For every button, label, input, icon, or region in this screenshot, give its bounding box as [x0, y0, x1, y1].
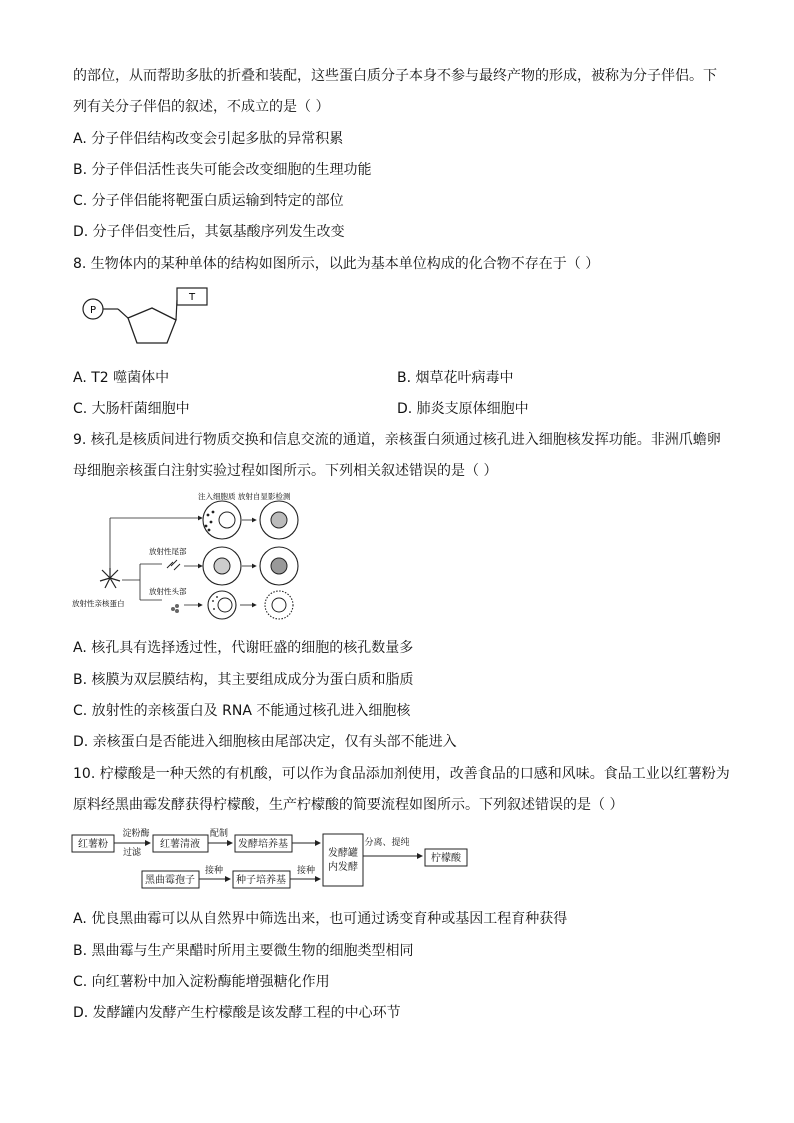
q7-option-a: A. 分子伴侣结构改变会引起多肽的异常积累	[73, 131, 344, 147]
q9-top-label: 注入细胞质 放射自显影检测	[198, 492, 291, 501]
q8-option-c: C. 大肠杆菌细胞中	[73, 401, 190, 417]
q7-option-c: C. 分子伴侣能将靶蛋白质运输到特定的部位	[73, 193, 344, 209]
q8-option-d: D. 肺炎支原体细胞中	[397, 401, 529, 417]
q9-tail-label: 放射性尾部	[149, 547, 187, 556]
q8-stem: 8. 生物体内的某种单体的结构如图所示，以此为基本单位构成的化合物不存在于（ ）	[73, 256, 600, 272]
q9-option-d: D. 亲核蛋白是否能进入细胞核由尾部决定，仅有头部不能进入	[73, 734, 457, 750]
q10-option-d: D. 发酵罐内发酵产生柠檬酸是该发酵工程的中心环节	[73, 1005, 401, 1021]
q9-option-c: C. 放射性的亲核蛋白及 RNA 不能通过核孔进入细胞核	[73, 703, 411, 719]
pentose-ring	[128, 308, 176, 343]
q8-option-a: A. T2 噬菌体中	[73, 370, 170, 386]
q7-option-d: D. 分子伴侣变性后，其氨基酸序列发生改变	[73, 224, 345, 240]
citric-acid-flowchart	[70, 826, 480, 892]
q7-option-b: B. 分子伴侣活性丧失可能会改变细胞的生理功能	[73, 162, 372, 178]
arrow1-top-label: 淀粉酶	[122, 829, 150, 839]
nucleoprotein-icon	[100, 568, 120, 588]
svg-text:红薯清液: 红薯清液	[160, 839, 200, 850]
svg-text:黑曲霉孢子: 黑曲霉孢子	[145, 875, 195, 886]
q8-option-b: B. 烟草花叶病毒中	[397, 370, 514, 386]
svg-text:内发酵: 内发酵	[328, 862, 358, 873]
base-label: T	[188, 292, 196, 303]
svg-text:发酵罐: 发酵罐	[328, 848, 358, 859]
intro-line-2: 列有关分子伴侣的叙述，不成立的是（ ）	[73, 99, 330, 115]
arrow3-label: 分离、提纯	[364, 838, 410, 848]
cell-result-whole	[260, 501, 298, 539]
q9-head-label: 放射性头部	[149, 587, 187, 596]
q10-option-c: C. 向红薯粉中加入淀粉酶能增强糖化作用	[73, 974, 330, 990]
q10-option-b: B. 黑曲霉与生产果醋时所用主要微生物的细胞类型相同	[73, 943, 414, 959]
svg-text:发酵培养基: 发酵培养基	[238, 839, 288, 850]
arrow1-bottom-label: 过滤	[122, 848, 142, 858]
q10-stem-2: 原料经黑曲霉发酵获得柠檬酸，生产柠檬酸的简要流程如图所示。下列叙述错误的是（ ）	[73, 797, 624, 813]
head-fragment-icon	[171, 604, 179, 613]
svg-text:种子培养基: 种子培养基	[236, 875, 286, 886]
q9-stem-1: 9. 核孔是核质间进行物质交换和信息交流的通道，亲核蛋白须通过核孔进入细胞核发挥功能。非洲爪蟾卵	[73, 432, 721, 448]
cell-injected-whole	[203, 501, 241, 539]
cell-result-tail	[260, 547, 298, 585]
arrow4-label: 接种	[204, 866, 224, 876]
intro-line-1: 的部位，从而帮助多肽的折叠和装配，这些蛋白质分子本身不参与最终产物的形成，被称为分子伴侣。下	[73, 68, 717, 84]
arrow5-label: 接种	[296, 866, 316, 876]
nucleotide-figure	[76, 284, 216, 354]
q10-option-a: A. 优良黑曲霉可以从自然界中筛选出来，也可通过诱变育种或基因工程育种获得	[73, 911, 568, 927]
box-fermenter	[323, 834, 363, 886]
q9-stem-2: 母细胞亲核蛋白注射实验过程如图所示。下列相关叙述错误的是（ ）	[73, 463, 498, 479]
arrow2-label: 配制	[209, 829, 229, 839]
tail-fragment-icon	[167, 560, 180, 570]
phosphate-label: P	[89, 305, 97, 316]
q9-protein-label: 放射性亲核蛋白	[72, 599, 125, 608]
cell-injected-tail	[203, 547, 241, 585]
q9-option-a: A. 核孔具有选择透过性，代谢旺盛的细胞的核孔数量多	[73, 640, 414, 656]
cell-result-head	[265, 591, 293, 619]
nuclear-import-figure	[70, 488, 330, 620]
cell-injected-head	[208, 591, 236, 619]
svg-text:柠檬酸: 柠檬酸	[431, 853, 461, 864]
q9-option-b: B. 核膜为双层膜结构，其主要组成成分为蛋白质和脂质	[73, 672, 414, 688]
q10-stem-1: 10. 柠檬酸是一种天然的有机酸，可以作为食品添加剂使用，改善食品的口感和风味。食品工业以红薯粉为	[73, 766, 730, 782]
svg-text:红薯粉: 红薯粉	[78, 839, 108, 850]
